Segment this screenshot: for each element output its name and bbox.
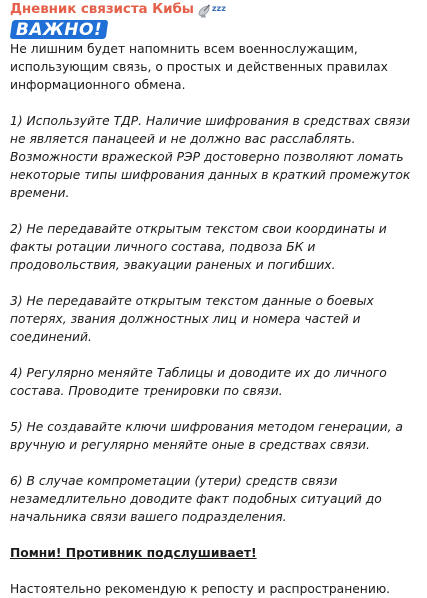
rule-5: 5) Не создавайте ключи шифрования методом генерации, а вручную и регулярно меняйте оные в средствах связи. xyxy=(10,420,403,452)
slogan: Помни! Противник подслушивает! xyxy=(10,546,257,560)
message-text xyxy=(10,40,419,598)
channel-name-link[interactable]: Дневник связиста Кибы xyxy=(10,1,194,17)
channel-header xyxy=(10,0,419,18)
important-banner xyxy=(10,20,109,39)
message-intro: Не лишним будет напомнить всем военнослужащим, использующим связь, о простых и действенных правилах информационного обмена. xyxy=(10,42,388,92)
banner-text: ВАЖНО! xyxy=(15,20,103,40)
rule-3: 3) Не передавайте открытым текстом данные о боевых потерях, звания должностных лиц и номера частей и соединений. xyxy=(10,294,374,344)
message-outro: Настоятельно рекомендую к репосту и распространению. xyxy=(10,582,391,596)
rule-2: 2) Не передавайте открытым текстом свои координаты и факты ротации личного состава, подвоза БК и продовольствия, эвакуации раненых и погибших. xyxy=(10,222,387,272)
channel-emoji xyxy=(197,0,226,18)
rule-6: 6) В случае компрометации (утери) средств связи незамедлительно доводите факт подобных ситуаций до начальника связи вашего подразделения. xyxy=(10,474,382,524)
satellite-dish-icon xyxy=(197,2,213,18)
zzz-icon: zzz xyxy=(211,4,226,13)
rule-4: 4) Регулярно меняйте Таблицы и доводите их до личного состава. Проводите тренировки по связи. xyxy=(10,366,387,398)
rule-1: 1) Используйте ТДР. Наличие шифрования в средствах связи не является панацеей и не должно вас расслаблять. Возможности вражеской РЭР достоверно позволяют ломать некоторые типы шифрования данных в краткий промежуток времени. xyxy=(10,114,411,200)
